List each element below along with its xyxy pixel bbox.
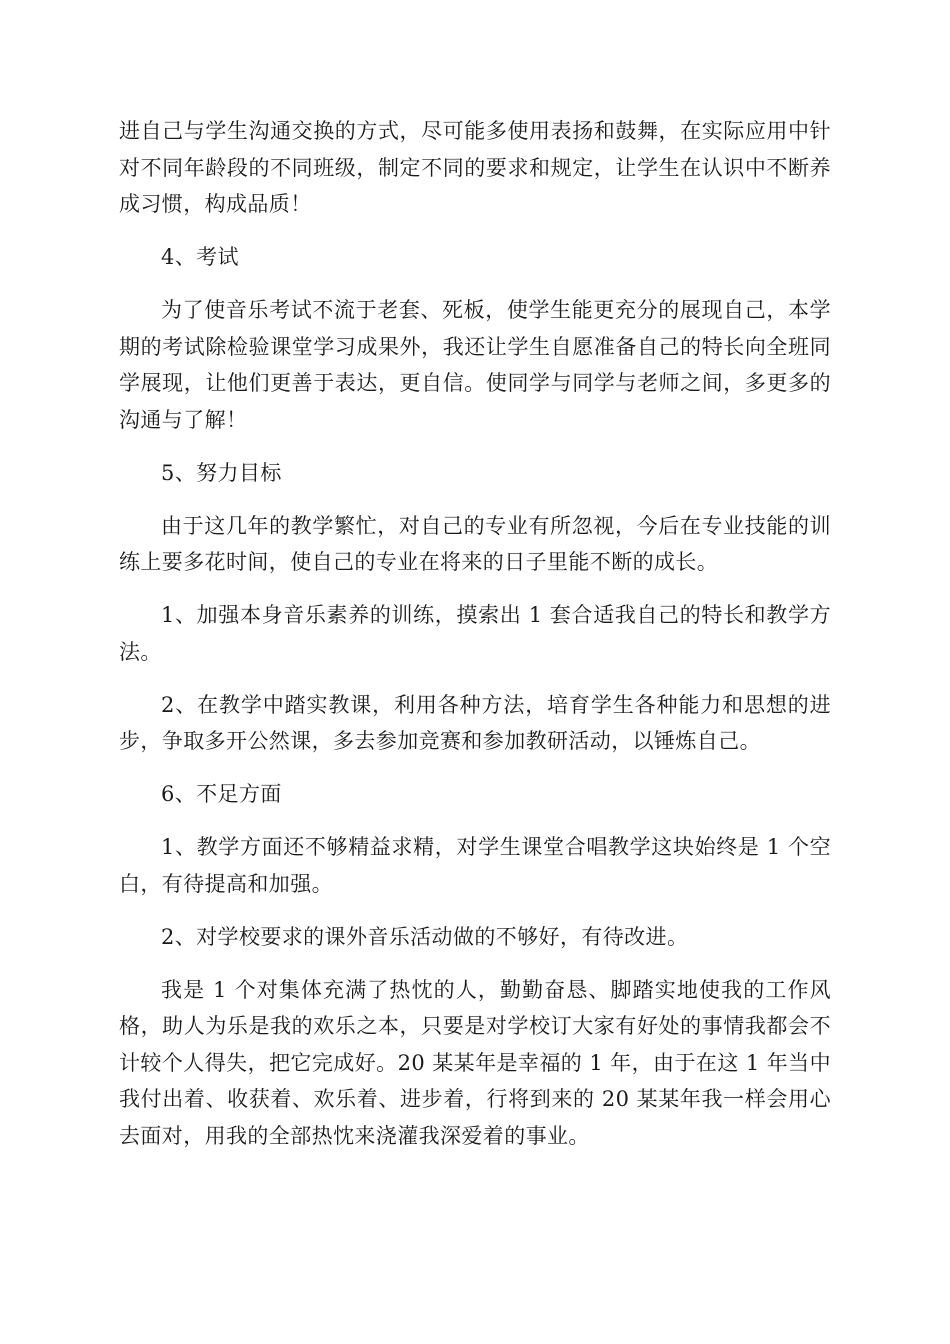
paragraph-goals: 由于这几年的教学繁忙，对自己的专业有所忽视，今后在专业技能的训练上要多花时间，使自己的专业在将来的日子里能不断的成长。	[119, 513, 831, 574]
paragraph-exam: 为了使音乐考试不流于老套、死板，使学生能更充分的展现自己，本学期的考试除检验课堂学习成果外，我还让学生自愿准备自己的特长向全班同学展现，让他们更善于表达，更自信。使同学与同学与老师之间，多更多的沟通与了解！	[119, 298, 831, 432]
shortcoming-item-2: 2、对学校要求的课外音乐活动做的不够好，有待改进。	[161, 924, 689, 949]
goal-item-1: 1、加强本身音乐素养的训练，摸索出 1 套合适我自己的特长和教学方法。	[119, 603, 831, 664]
paragraph-continuation: 进自己与学生沟通交换的方式，尽可能多使用表扬和鼓舞，在实际应用中针对不同年龄段的不同班级，制定不同的要求和规定，让学生在认识中不断养成习惯，构成品质！	[119, 119, 831, 216]
shortcoming-item-1: 1、教学方面还不够精益求精，对学生课堂合唱教学这块始终是 1 个空白，有待提高和加强。	[119, 835, 831, 896]
document-page	[119, 113, 831, 1171]
paragraph-conclusion: 我是 1 个对集体充满了热忱的人，勤勤奋恳、脚踏实地使我的工作风格，助人为乐是我的欢乐之本，只要是对学校订大家有好处的事情我都会不计较个人得失，把它完成好。20 某某年是幸福的 1 年，由于在这 1 年当中我付出着、收获着、欢乐着、进步着，行将到来的 20 某某年我一样会用心去面对，用我的全部热忱来浇灌我深爱着的事业。	[119, 977, 831, 1148]
heading-exam: 4、考试	[161, 245, 239, 269]
heading-goals: 5、努力目标	[161, 460, 282, 485]
heading-shortcomings: 6、不足方面	[161, 782, 282, 806]
goal-item-2: 2、在教学中踏实教课，利用各种方法，培育学生各种能力和思想的进步，争取多开公然课，多去参加竞赛和参加教研活动，以锤炼自己。	[119, 692, 831, 753]
